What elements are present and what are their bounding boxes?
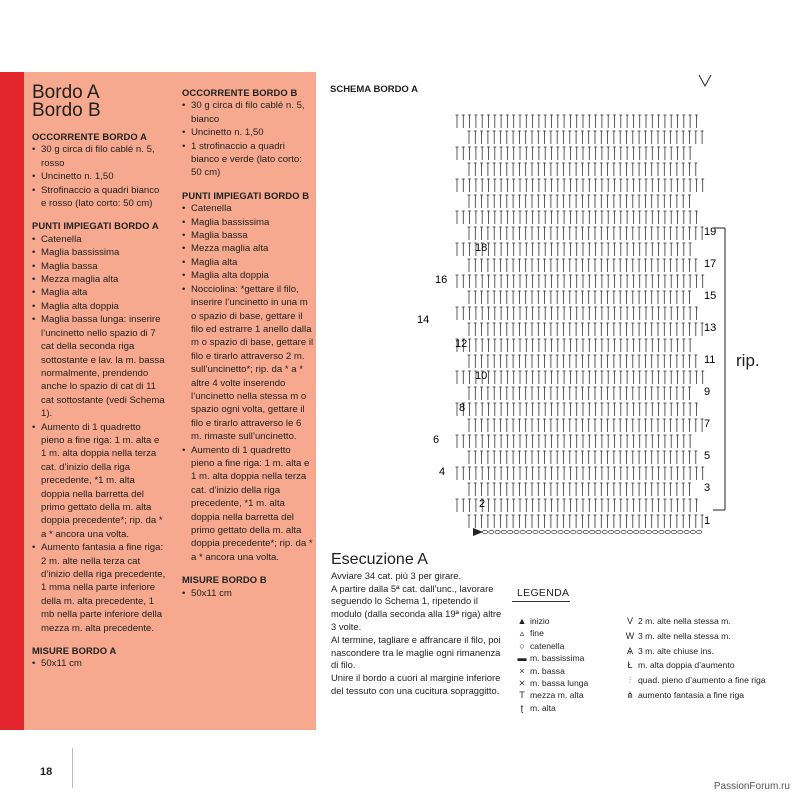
punti-b-list bbox=[182, 202, 314, 564]
chain-stitch bbox=[653, 530, 658, 533]
cross-icon: × bbox=[519, 665, 525, 676]
legend-item bbox=[622, 675, 766, 685]
chain-stitch bbox=[564, 530, 569, 533]
execution-paragraph: Al termine, tagliare e affrancare il filo, poi nascondere tra le maglie ogni rimanenza di filo. bbox=[331, 633, 501, 671]
list-item: • Maglia bassa lunga: inserire l’uncinetto nello spazio di 7 cat della seconda riga sottostante e lav. la m. bassa normalmente, prendendo anche lo spazio di cat di 11 cat sottostante (vedi Schema 1). bbox=[32, 313, 166, 420]
list-item: • Maglia alta bbox=[32, 286, 166, 299]
chain-stitch bbox=[697, 530, 702, 533]
repeat-bracket bbox=[713, 228, 725, 510]
legend-label: 3 m. alte nella stessa m. bbox=[638, 630, 731, 641]
row-number: 9 bbox=[704, 386, 711, 398]
legend-divider bbox=[512, 601, 570, 602]
chain-stitch bbox=[489, 530, 494, 533]
legend-item bbox=[622, 660, 735, 670]
occorrente-b-heading: OCCORRENTE BORDO B bbox=[182, 87, 298, 98]
punti-a-heading: PUNTI IMPIEGATI BORDO A bbox=[32, 220, 159, 232]
chain-stitch bbox=[659, 530, 664, 533]
punti-a-list bbox=[32, 233, 166, 635]
legend-label: catenella bbox=[530, 640, 565, 651]
chain-stitch bbox=[482, 530, 487, 533]
misure-b-heading: MISURE BORDO B bbox=[182, 574, 267, 586]
legend-label: 2 m. alte nella stessa m. bbox=[638, 616, 731, 626]
legend-item bbox=[514, 703, 556, 713]
v-icon: V bbox=[626, 616, 633, 626]
dc-icon: ʈ bbox=[520, 702, 524, 713]
row-number: 18 bbox=[475, 242, 488, 254]
watermark: PassionForum.ru bbox=[713, 781, 790, 792]
list-item: • 30 g circa di filo cablé n. 5, rosso bbox=[32, 143, 166, 170]
row-number: 17 bbox=[704, 258, 717, 270]
column-bordo-a bbox=[32, 84, 166, 680]
schema-title: SCHEMA BORDO A bbox=[330, 84, 418, 95]
chain-stitch bbox=[602, 530, 607, 533]
chain-stitch bbox=[514, 530, 519, 533]
chain-stitch bbox=[671, 530, 676, 533]
chain-stitch bbox=[558, 530, 563, 533]
occorrente-a-list bbox=[32, 143, 166, 210]
row-number: 7 bbox=[704, 418, 711, 430]
execution-paragraph: Avviare 34 cat. più 3 per girare. bbox=[331, 569, 462, 581]
legend-item bbox=[514, 666, 565, 676]
legend-label: m. alta doppia d’aumento bbox=[638, 660, 735, 671]
chain-stitch bbox=[690, 530, 695, 533]
row-number: 15 bbox=[704, 290, 717, 302]
row-number: 2 bbox=[479, 498, 486, 510]
legend-label: 3 m. alte chiuse ins. bbox=[638, 645, 714, 656]
row-number: 16 bbox=[435, 274, 448, 286]
legend-label: mezza m. alta bbox=[530, 690, 584, 701]
triangle-icon: ▲ bbox=[517, 616, 527, 626]
list-item: • Maglia alta bbox=[182, 256, 314, 269]
page-number: 18 bbox=[40, 766, 53, 778]
legend-label: m. bassa bbox=[530, 665, 565, 676]
execution-title: Esecuzione A bbox=[331, 551, 428, 568]
list-item: • 30 g circa di filo cablé n. 5, bianco bbox=[182, 99, 314, 126]
occorrente-a-heading: OCCORRENTE BORDO A bbox=[32, 131, 147, 142]
row-number: 4 bbox=[439, 466, 446, 478]
start-arrow-icon bbox=[473, 528, 483, 536]
legend-item bbox=[514, 628, 544, 638]
legend-item bbox=[622, 690, 744, 700]
list-item: • Maglia alta doppia bbox=[32, 300, 166, 313]
chain-stitch bbox=[583, 530, 588, 533]
chain-stitch bbox=[590, 530, 595, 533]
list-item: • Maglia alta doppia bbox=[182, 269, 314, 282]
occorrente-b-list bbox=[182, 99, 314, 179]
legend-item bbox=[514, 690, 584, 700]
chain-stitch bbox=[577, 530, 582, 533]
list-item: • Uncinetto n. 1,50 bbox=[32, 170, 166, 183]
list-item: • Aumento di 1 quadretto pieno a fine riga: 1 m. alta e 1 m. alta doppia nella terza cat. d’inizio della riga precedente, *1 m. alta doppia nella barretta del primo gettato della m. alta doppia precedente*; rip. da * a * ancora una volta. bbox=[32, 421, 166, 542]
chain-stitch bbox=[634, 530, 639, 533]
legend-item bbox=[622, 631, 731, 641]
page-title: Bordo A Bordo B bbox=[32, 82, 101, 121]
row-number: 3 bbox=[704, 482, 711, 494]
list-item: • Maglia bassissima bbox=[182, 216, 314, 229]
list-item: • Maglia bassa bbox=[32, 260, 166, 273]
legend-label: m. bassa lunga bbox=[530, 678, 589, 688]
legend-item bbox=[514, 641, 564, 651]
legend-label: m. alta bbox=[530, 702, 556, 713]
punti-b-heading: PUNTI IMPIEGATI BORDO B bbox=[182, 189, 310, 201]
row-number: 14 bbox=[417, 314, 430, 326]
chain-stitch bbox=[545, 530, 550, 533]
chain-stitch bbox=[520, 530, 525, 533]
fancy-inc-icon: ⋔ bbox=[626, 690, 634, 700]
tr-icon: Ł bbox=[627, 660, 633, 671]
list-item: • Uncinetto n. 1,50 bbox=[182, 126, 314, 139]
chain-stitch bbox=[665, 530, 670, 533]
legend-label: quad. pieno d’aumento a fine riga bbox=[638, 675, 766, 686]
list-item: • Maglia bassissima bbox=[32, 246, 166, 259]
list-item: • 1 strofinaccio a quadri bianco e verde (lato corto: 50 cm) bbox=[182, 140, 314, 180]
row-number: 19 bbox=[704, 226, 717, 238]
chain-stitch bbox=[627, 530, 632, 533]
legend-item bbox=[514, 678, 588, 688]
list-item: • 50x11 cm bbox=[182, 587, 314, 600]
chain-stitch bbox=[508, 530, 513, 533]
misure-a-list bbox=[32, 657, 166, 670]
list-item: • Mezza maglia alta bbox=[182, 242, 314, 255]
chart-stitches bbox=[456, 115, 705, 534]
filled-bar-icon: ▬ bbox=[517, 653, 527, 664]
list-item: • Strofinaccio a quadri bianco e rosso (lato corto: 50 cm) bbox=[32, 184, 166, 211]
repeat-label: rip. bbox=[736, 351, 760, 370]
arrow-up-outline-icon: ▵ bbox=[519, 628, 525, 639]
list-item: • Catenella bbox=[182, 202, 314, 215]
list-item: • 50x11 cm bbox=[32, 657, 166, 670]
legend-item bbox=[622, 616, 731, 626]
chain-stitch bbox=[533, 530, 538, 533]
row-number: 5 bbox=[704, 450, 711, 462]
legend-item bbox=[622, 646, 714, 656]
w-icon: W bbox=[625, 630, 635, 641]
block-inc-icon: ⫶ bbox=[628, 675, 632, 686]
chain-stitch bbox=[495, 530, 500, 533]
legend-label: fine bbox=[530, 628, 544, 639]
long-x-icon: ⨯ bbox=[518, 678, 526, 688]
execution-section bbox=[331, 551, 503, 698]
execution-paragraph: A partire dalla 5ª cat. dall’unc., lavorare seguendo lo Schema 1, ripetendo il modulo (dalla seconda alla 19ª riga) altre 3 volte. bbox=[331, 582, 502, 632]
end-mark-icon bbox=[699, 75, 711, 86]
row-number: 8 bbox=[459, 402, 466, 414]
t-icon: T bbox=[519, 690, 525, 701]
legend-item bbox=[514, 616, 550, 626]
red-side-bar bbox=[0, 72, 24, 730]
legend-label: aumento fantasia a fine riga bbox=[638, 690, 745, 700]
list-item: • Catenella bbox=[32, 233, 166, 246]
chain-stitch bbox=[678, 530, 683, 533]
list-item: • Maglia bassa bbox=[182, 229, 314, 242]
legend-label: inizio bbox=[530, 616, 550, 626]
column-bordo-b bbox=[182, 84, 314, 609]
oval-icon: ○ bbox=[519, 640, 525, 651]
legend-title: LEGENDA bbox=[517, 587, 570, 599]
row-number: 10 bbox=[475, 370, 488, 382]
legend-item bbox=[514, 653, 584, 663]
chain-stitch bbox=[615, 530, 620, 533]
cluster-icon: Ѧ bbox=[626, 645, 633, 656]
list-item: • Aumento di 1 quadretto pieno a fine riga: 1 m. alta e 1 m. alta doppia nella terza cat. d’inizio della riga precedente, *1 m. alta doppia nella barretta del primo gettato della m. alta doppia precedente*; rip. da * a * ancora una volta. bbox=[182, 444, 314, 565]
chain-stitch bbox=[640, 530, 645, 533]
row-number: 6 bbox=[433, 434, 440, 446]
page-divider bbox=[72, 748, 73, 788]
list-item: • Nocciolina: *gettare il filo, inserire l’uncinetto in una m o spazio di base, gettare il filo ed estrarre 1 anello dalla m o spazio di base, gettare il filo e tirarlo attraverso 2 m. sull’uncinetto*; rip. da * a * altre 4 volte inserendo l’uncinetto nella stessa m o spazio ogni volta, gettare il filo e tirarlo attraverso le 6 m. rimaste sull’uncinetto. bbox=[182, 283, 314, 444]
chain-stitch bbox=[527, 530, 532, 533]
chain-stitch bbox=[621, 530, 626, 533]
crochet-chart bbox=[415, 70, 735, 540]
list-item: • Aumento fantasia a fine riga: 2 m. alte nella terza cat d’inizio della riga precedente, 1 mma nella parte inferiore della m. alta precedente, 1 mb nella parte inferiore della mezza m. alta precedente. bbox=[32, 541, 166, 635]
legend-label: m. bassissima bbox=[530, 653, 585, 664]
execution-paragraph: Unire il bordo a cuori al margine inferiore del tessuto con una cucitura sopraggitto. bbox=[331, 672, 501, 696]
chain-stitch bbox=[571, 530, 576, 533]
chain-stitch bbox=[684, 530, 689, 533]
row-number: 12 bbox=[455, 338, 468, 350]
misure-b-list bbox=[182, 587, 314, 600]
row-number: 11 bbox=[704, 354, 716, 366]
row-number: 1 bbox=[704, 515, 711, 527]
chain-stitch bbox=[501, 530, 506, 533]
misure-a-heading: MISURE BORDO A bbox=[32, 645, 117, 657]
chain-stitch bbox=[646, 530, 651, 533]
chain-stitch bbox=[539, 530, 544, 533]
chain-stitch bbox=[608, 530, 613, 533]
row-number: 13 bbox=[704, 322, 717, 334]
chain-stitch bbox=[552, 530, 557, 533]
chain-stitch bbox=[596, 530, 601, 533]
list-item: • Mezza maglia alta bbox=[32, 273, 166, 286]
